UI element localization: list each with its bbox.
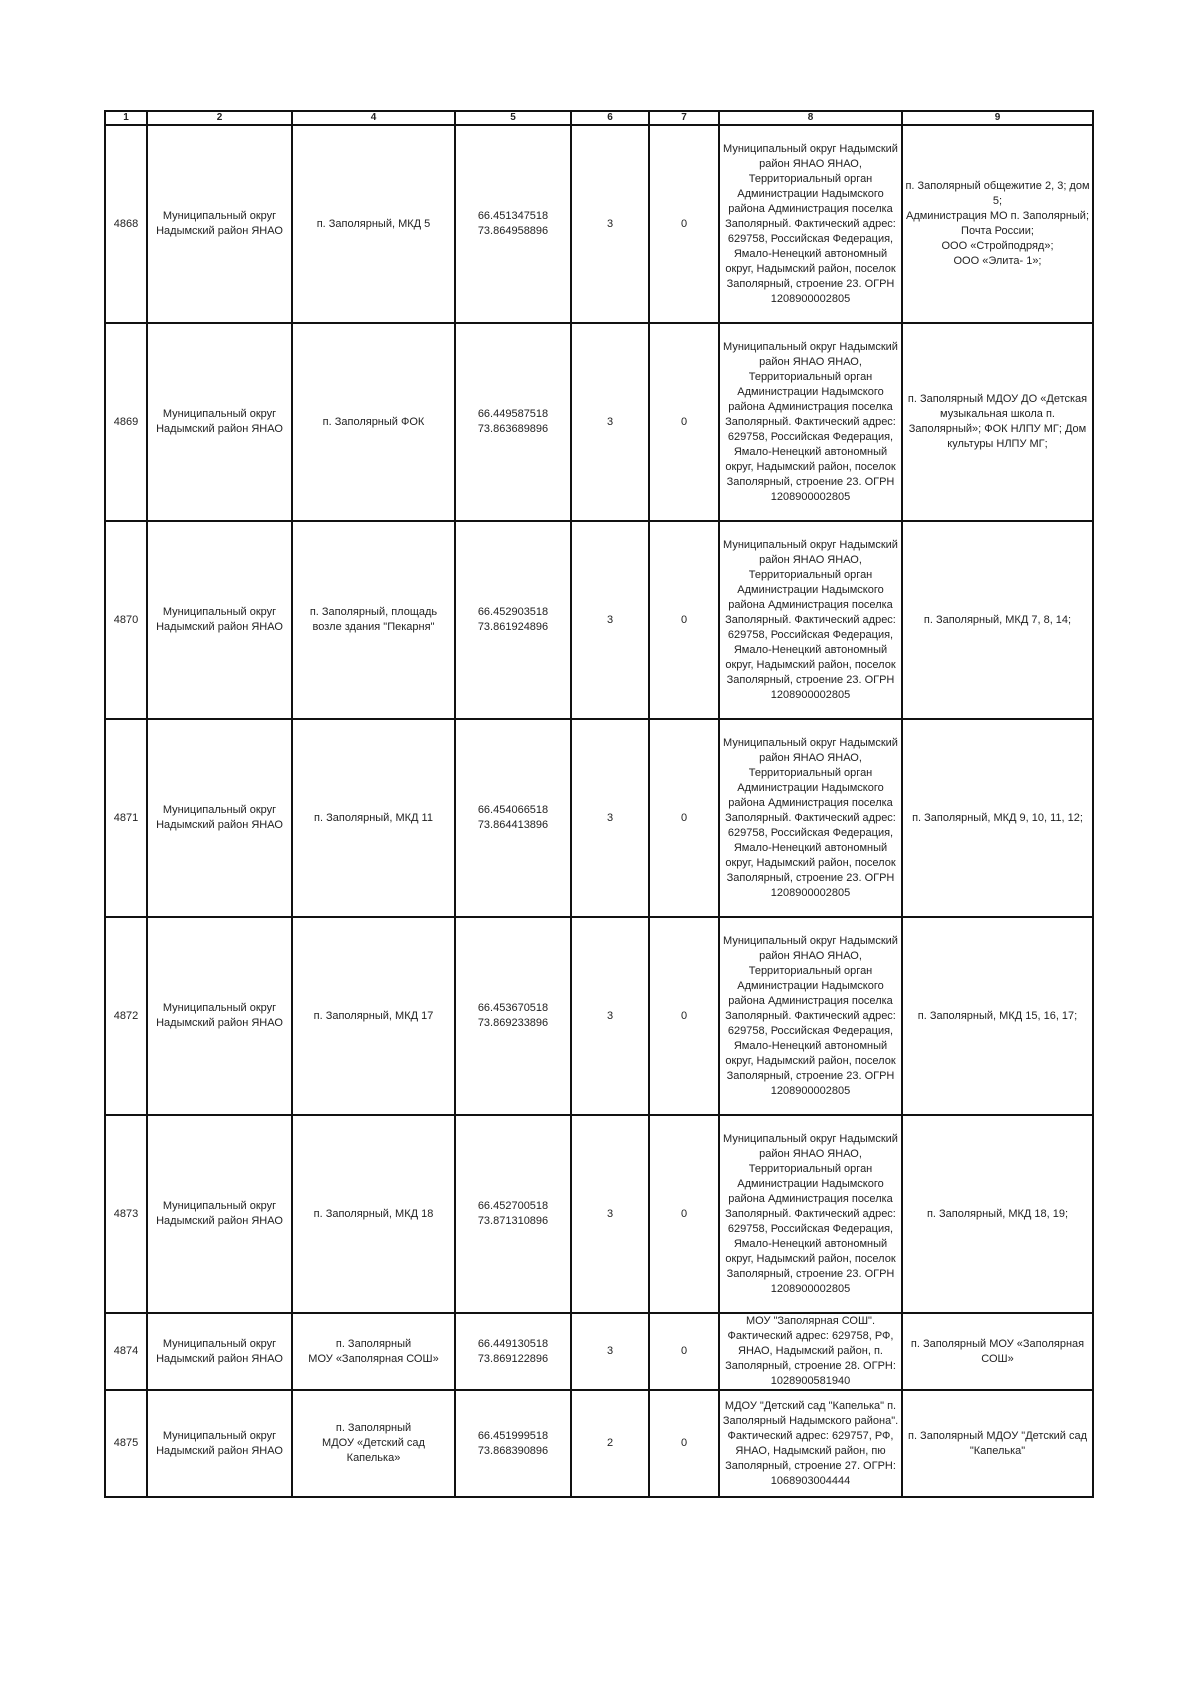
district-cell: Муниципальный округ Надымский район ЯНАО xyxy=(147,125,292,323)
district-cell: Муниципальный округ Надымский район ЯНАО xyxy=(147,917,292,1115)
col7-cell: 0 xyxy=(649,1313,719,1390)
header-row xyxy=(105,111,1093,125)
district-cell: Муниципальный округ Надымский район ЯНАО xyxy=(147,719,292,917)
location-cell: п. Заполярный, МКД 18 xyxy=(292,1115,455,1313)
owner-cell: Муниципальный округ Надымский район ЯНАО ЯНАО, Территориальный орган Администрации Надымского района Администрация поселка Заполярный. Фактический адрес: 629758, Российская Федерация, Ямало-Ненецкий автономный округ, Надымский район, поселок Заполярный, строение 23. ОГРН 1208900002805 xyxy=(719,521,902,719)
served-cell: п. Заполярный МОУ «Заполярная СОШ» xyxy=(902,1313,1093,1390)
table-row xyxy=(105,719,1093,917)
row-id: 4870 xyxy=(105,521,147,719)
header-cell: 4 xyxy=(292,111,455,125)
coords-cell: 66.449587518 73.863689896 xyxy=(455,323,571,521)
table-row xyxy=(105,521,1093,719)
location-cell: п. Заполярный МОУ «Заполярная СОШ» xyxy=(292,1313,455,1390)
col7-cell: 0 xyxy=(649,1390,719,1497)
served-cell: п. Заполярный МДОУ ДО «Детская музыкальная школа п. Заполярный»; ФОК НЛПУ МГ; Дом культуры НЛПУ МГ; xyxy=(902,323,1093,521)
header-cell: 2 xyxy=(147,111,292,125)
table-row xyxy=(105,1390,1093,1497)
coords-cell: 66.452903518 73.861924896 xyxy=(455,521,571,719)
col6-cell: 3 xyxy=(571,917,649,1115)
district-cell: Муниципальный округ Надымский район ЯНАО xyxy=(147,1313,292,1390)
col7-cell: 0 xyxy=(649,323,719,521)
served-cell: п. Заполярный, МКД 18, 19; xyxy=(902,1115,1093,1313)
header-cell: 7 xyxy=(649,111,719,125)
table-row xyxy=(105,1115,1093,1313)
coords-cell: 66.452700518 73.871310896 xyxy=(455,1115,571,1313)
coords-cell: 66.454066518 73.864413896 xyxy=(455,719,571,917)
owner-cell: Муниципальный округ Надымский район ЯНАО ЯНАО, Территориальный орган Администрации Надымского района Администрация поселка Заполярный. Фактический адрес: 629758, Российская Федерация, Ямало-Ненецкий автономный округ, Надымский район, поселок Заполярный, строение 23. ОГРН 1208900002805 xyxy=(719,1115,902,1313)
coords-cell: 66.449130518 73.869122896 xyxy=(455,1313,571,1390)
col6-cell: 3 xyxy=(571,521,649,719)
header-cell: 6 xyxy=(571,111,649,125)
coords-cell: 66.451347518 73.864958896 xyxy=(455,125,571,323)
header-cell: 1 xyxy=(105,111,147,125)
owner-cell: МОУ "Заполярная СОШ". Фактический адрес: 629758, РФ, ЯНАО, Надымский район, п. Заполярный, строение 28. ОГРН: 1028900581940 xyxy=(719,1313,902,1390)
row-id: 4872 xyxy=(105,917,147,1115)
row-id: 4871 xyxy=(105,719,147,917)
header-cell: 8 xyxy=(719,111,902,125)
owner-cell: Муниципальный округ Надымский район ЯНАО ЯНАО, Территориальный орган Администрации Надымского района Администрация поселка Заполярный. Фактический адрес: 629758, Российская Федерация, Ямало-Ненецкий автономный округ, Надымский район, поселок Заполярный, строение 23. ОГРН 1208900002805 xyxy=(719,719,902,917)
col7-cell: 0 xyxy=(649,521,719,719)
location-cell: п. Заполярный, МКД 17 xyxy=(292,917,455,1115)
row-id: 4869 xyxy=(105,323,147,521)
location-cell: п. Заполярный, МКД 5 xyxy=(292,125,455,323)
coords-cell: 66.453670518 73.869233896 xyxy=(455,917,571,1115)
row-id: 4868 xyxy=(105,125,147,323)
district-cell: Муниципальный округ Надымский район ЯНАО xyxy=(147,1115,292,1313)
col6-cell: 3 xyxy=(571,719,649,917)
row-id: 4873 xyxy=(105,1115,147,1313)
table-row xyxy=(105,1313,1093,1390)
table-row xyxy=(105,917,1093,1115)
registry-table xyxy=(104,110,1094,1498)
header-cell: 5 xyxy=(455,111,571,125)
owner-cell: МДОУ "Детский сад "Капелька" п. Заполярный Надымского района". Фактический адрес: 629757, РФ, ЯНАО, Надымский район, пю Заполярный, строение 27. ОГРН: 1068903004444 xyxy=(719,1390,902,1497)
location-cell: п. Заполярный, МКД 11 xyxy=(292,719,455,917)
served-cell: п. Заполярный, МКД 7, 8, 14; xyxy=(902,521,1093,719)
header-cell: 9 xyxy=(902,111,1093,125)
location-cell: п. Заполярный, площадь возле здания "Пекарня" xyxy=(292,521,455,719)
coords-cell: 66.451999518 73.868390896 xyxy=(455,1390,571,1497)
col6-cell: 3 xyxy=(571,125,649,323)
location-cell: п. Заполярный ФОК xyxy=(292,323,455,521)
col6-cell: 3 xyxy=(571,1313,649,1390)
col7-cell: 0 xyxy=(649,719,719,917)
col7-cell: 0 xyxy=(649,125,719,323)
row-id: 4874 xyxy=(105,1313,147,1390)
served-cell: п. Заполярный МДОУ "Детский сад "Капелька" xyxy=(902,1390,1093,1497)
served-cell: п. Заполярный, МКД 9, 10, 11, 12; xyxy=(902,719,1093,917)
served-cell: п. Заполярный, МКД 15, 16, 17; xyxy=(902,917,1093,1115)
col7-cell: 0 xyxy=(649,917,719,1115)
district-cell: Муниципальный округ Надымский район ЯНАО xyxy=(147,1390,292,1497)
col6-cell: 3 xyxy=(571,323,649,521)
district-cell: Муниципальный округ Надымский район ЯНАО xyxy=(147,323,292,521)
owner-cell: Муниципальный округ Надымский район ЯНАО ЯНАО, Территориальный орган Администрации Надымского района Администрация поселка Заполярный. Фактический адрес: 629758, Российская Федерация, Ямало-Ненецкий автономный округ, Надымский район, поселок Заполярный, строение 23. ОГРН 1208900002805 xyxy=(719,125,902,323)
served-cell: п. Заполярный общежитие 2, 3; дом 5; Администрация МО п. Заполярный; Почта России; ООО «Стройподряд»; ООО «Элита- 1»; xyxy=(902,125,1093,323)
owner-cell: Муниципальный округ Надымский район ЯНАО ЯНАО, Территориальный орган Администрации Надымского района Администрация поселка Заполярный. Фактический адрес: 629758, Российская Федерация, Ямало-Ненецкий автономный округ, Надымский район, поселок Заполярный, строение 23. ОГРН 1208900002805 xyxy=(719,323,902,521)
col6-cell: 3 xyxy=(571,1115,649,1313)
row-id: 4875 xyxy=(105,1390,147,1497)
district-cell: Муниципальный округ Надымский район ЯНАО xyxy=(147,521,292,719)
col7-cell: 0 xyxy=(649,1115,719,1313)
location-cell: п. Заполярный МДОУ «Детский сад Капелька» xyxy=(292,1390,455,1497)
table-row xyxy=(105,125,1093,323)
col6-cell: 2 xyxy=(571,1390,649,1497)
table-row xyxy=(105,323,1093,521)
owner-cell: Муниципальный округ Надымский район ЯНАО ЯНАО, Территориальный орган Администрации Надымского района Администрация поселка Заполярный. Фактический адрес: 629758, Российская Федерация, Ямало-Ненецкий автономный округ, Надымский район, поселок Заполярный, строение 23. ОГРН 1208900002805 xyxy=(719,917,902,1115)
